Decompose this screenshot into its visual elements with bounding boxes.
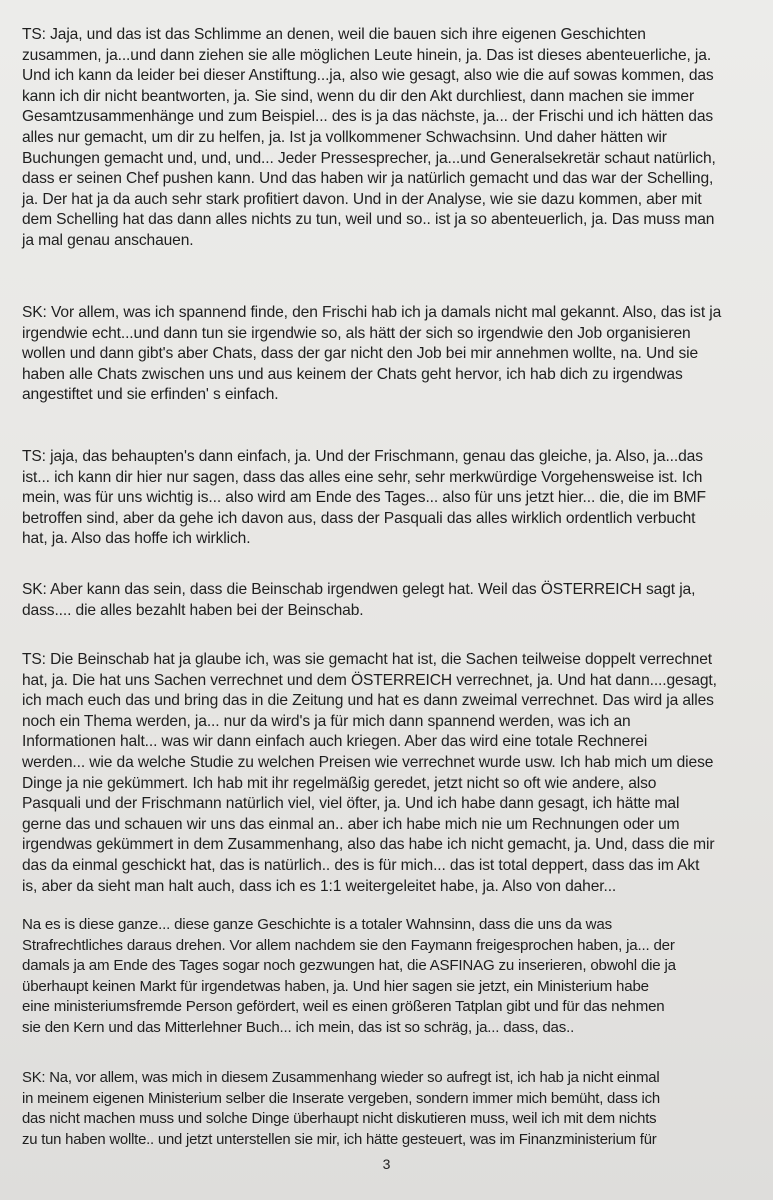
paragraph-sk-1 <box>22 303 760 406</box>
paragraph-ts-2 <box>22 447 760 550</box>
text-line: TS: jaja, das behaupten's dann einfach, ja. Und der Frischmann, genau das gleiche, ja. Also, ja...das <box>22 448 703 465</box>
paragraph-sk-3 <box>22 1068 760 1150</box>
text-line: zusammen, ja...und dann ziehen sie alle möglichen Leute hinein, ja. Das ist dieses abenteuerliche, ja. <box>22 46 712 64</box>
text-line: Informationen halt... was wir dann einfach auch kriegen. Aber das wird eine totale Rechnerei <box>22 733 648 751</box>
text-line: irgendwie echt...und dann tun sie irgendwie so, als hätt der sich so irgendwie den Job organisieren <box>22 324 691 342</box>
text-line: haben alle Chats zwischen uns und aus keinem der Chats geht hervor, ich hab dich zu irgendwas <box>22 365 683 383</box>
text-line: damals ja am Ende des Tages sogar noch gezwungen hat, die ASFINAG zu inserieren, obwohl die ja <box>22 957 676 975</box>
text-line: is, aber da sieht man halt auch, dass ich es 1:1 weitergeleitet habe, ja. Also von daher... <box>22 877 617 895</box>
text-line: das nicht machen muss und solche Dinge überhaupt nicht diskutieren muss, weil ich mit dem nichts <box>22 1111 657 1128</box>
text-line: SK: Aber kann das sein, dass die Beinschab irgendwen gelegt hat. Weil das ÖSTERREICH sagt ja, <box>22 581 696 598</box>
text-line: hat, ja. Also das hoffe ich wirklich. <box>22 530 251 548</box>
text-line: wollen und dann gibt's aber Chats, dass der gar nicht den Job bei mir annehmen wollte, na. Und sie <box>22 345 699 363</box>
text-line: sie den Kern und das Mitterlehner Buch... ich mein, das ist so schräg, ja... dass, das.. <box>22 1018 575 1036</box>
paragraph-sk-2 <box>22 580 760 621</box>
text-line: noch ein Thema werden, ja... nur da wird's ja für mich dann spannend werden, was ich an <box>22 712 631 730</box>
text-line: Und ich kann da leider bei dieser Anstiftung...ja, also wie gesagt, also wie die auf sowas kommen, das <box>22 67 714 85</box>
text-line: betroffen sind, aber da gehe ich davon aus, dass der Pasquali das alles wirklich ordentlich verbucht <box>22 509 696 527</box>
text-line: SK: Na, vor allem, was mich in diesem Zusammenhang wieder so aufregt ist, ich hab ja nicht einmal <box>22 1070 660 1086</box>
text-line: das da einmal geschickt hat, das is natürlich.. des is für mich... das ist total deppert, dass das im Akt <box>22 856 700 874</box>
text-line: dass.... die alles bezahlt haben bei der Beinschab. <box>22 601 364 619</box>
text-line: zu tun haben wollte.. und jetzt unterstellen sie mir, ich hätte gesteuert, was im Finanzministerium für <box>22 1131 657 1148</box>
text-line: ich mach euch das und bring das in die Zeitung und hat es dann zweimal verrechnet. Das wird ja alles <box>22 692 714 710</box>
text-line: Na es is diese ganze... diese ganze Geschichte is a totaler Wahnsinn, dass die uns da was <box>22 916 612 933</box>
text-line: eine ministeriumsfremde Person gefördert, weil es einen größeren Tatplan gibt und für das nehmen <box>22 998 665 1016</box>
text-line: in meinem eigenen Ministerium selber die Inserate vergeben, sondern immer mich bemüht, dass ich <box>22 1090 660 1107</box>
text-line: ist... ich kann dir hier nur sagen, dass das alles eine sehr, sehr merkwürdige Vorgehensweise ist. Ich <box>22 468 703 486</box>
text-line: gerne das und schauen wir uns das einmal an.. aber ich habe mich nie um Rechnungen oder um <box>22 815 680 833</box>
text-line: irgendwas gekümmert in dem Zusammenhang, also das habe ich nicht gemacht, ja. Und, dass die mir <box>22 836 715 854</box>
paragraph-ts-1 <box>22 25 760 252</box>
text-line: Pasquali und der Frischmann natürlich viel, viel öfter, ja. Und ich habe dann gesagt, ich hätte mal <box>22 795 680 813</box>
text-line: Gesamtzusammenhänge und zum Beispiel... des is ja das nächste, ja... der Frischi und ich hätten das <box>22 108 714 126</box>
text-line: alles nur gemacht, um dir zu helfen, ja. Ist ja vollkommener Schwachsinn. Und daher hätten wir <box>22 128 667 146</box>
text-line: ja. Der hat ja da auch sehr stark profitiert davon. Und in der Analyse, wie sie dazu kommen, aber mit <box>22 190 702 208</box>
text-line: werden... wie da welche Studie zu welchen Preisen wie verrechnet wurde usw. Ich hab mich um diese <box>22 753 714 771</box>
text-line: Dinge ja nie gekümmert. Ich hab mit ihr regelmäßig geredet, jetzt nicht so oft wie andere, also <box>22 774 657 792</box>
paragraph-ts-3 <box>22 650 760 897</box>
text-line: SK: Vor allem, was ich spannend finde, den Frischi hab ich ja damals nicht mal gekannt. Also, das ist ja <box>22 304 722 321</box>
text-line: dem Schelling hat das dann alles nichts zu tun, weil und so.. ist ja so abenteuerlich, ja. Das muss man <box>22 211 715 229</box>
text-line: TS: Die Beinschab hat ja glaube ich, was sie gemacht hat ist, die Sachen teilweise doppelt verrechnet <box>22 651 712 668</box>
text-line: überhaupt keinen Markt für irgendetwas haben, ja. Und hier sagen sie jetzt, ein Ministerium habe <box>22 977 649 995</box>
text-line: mein, was für uns wichtig is... also wird am Ende des Tages... also für uns jetzt hier... die, die im BMF <box>22 489 706 507</box>
page-number: 3 <box>382 1156 391 1172</box>
paragraph-ts-4 <box>22 915 760 1039</box>
text-line: TS: Jaja, und das ist das Schlimme an denen, weil die bauen sich ihre eigenen Geschichten <box>22 26 646 43</box>
text-line: hat, ja. Die hat uns Sachen verrechnet und dem ÖSTERREICH verrechnet, ja. Und hat dann....gesagt, <box>22 671 717 689</box>
text-line: kann ich dir nicht beantworten, ja. Sie sind, wenn du dir den Akt durchliest, dann machen sie immer <box>22 87 695 105</box>
text-line: dass er seinen Chef pushen kann. Und das haben wir ja natürlich gemacht und das war der Schelling, <box>22 170 714 188</box>
text-line: angestiftet und sie erfinden' s einfach. <box>22 386 279 404</box>
text-line: ja mal genau anschauen. <box>22 231 194 249</box>
text-line: Strafrechtliches daraus drehen. Vor allem nachdem sie den Faymann freigesprochen haben, ja... der <box>22 936 675 954</box>
text-line: Buchungen gemacht und, und, und... Jeder Pressesprecher, ja...und Generalsekretär schaut natürlich, <box>22 149 716 167</box>
